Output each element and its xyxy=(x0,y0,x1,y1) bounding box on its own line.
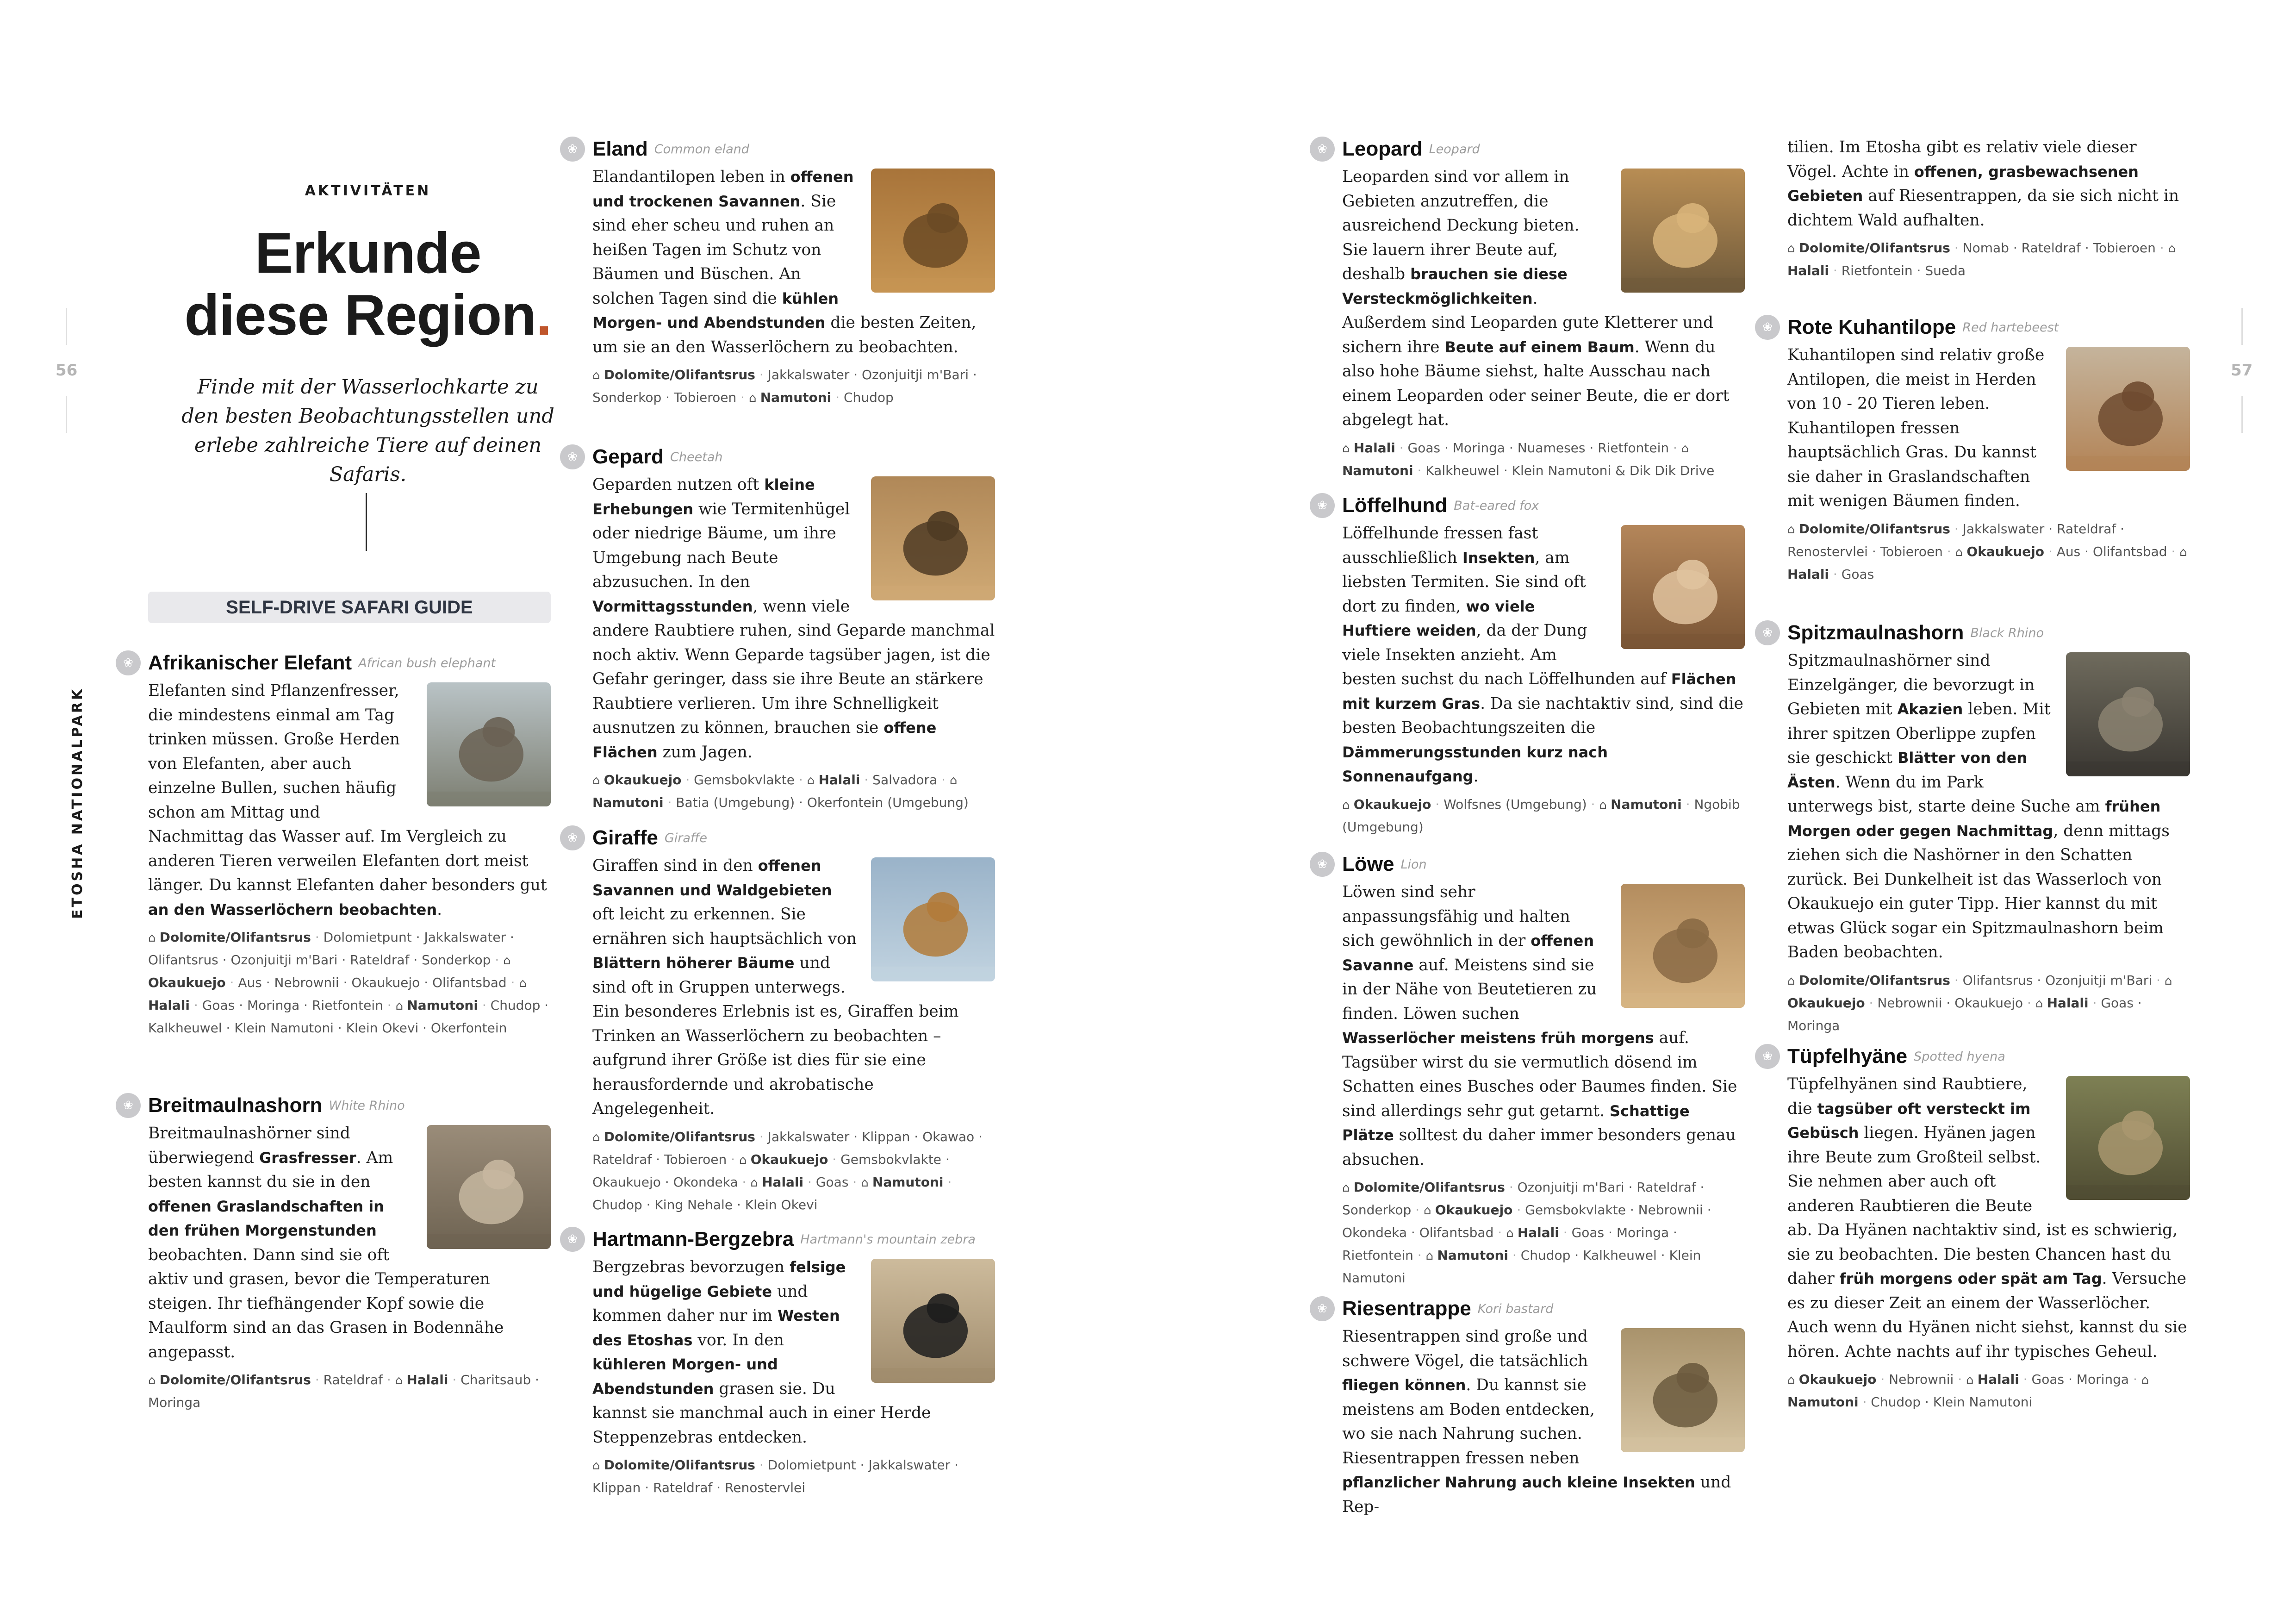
camp-icon: ⌂ xyxy=(748,391,760,405)
waterhole-names: Gemsbokvlakte · Okaukuejo · Okondeka xyxy=(592,1151,950,1190)
camp-icon: ⌂ xyxy=(519,976,527,990)
animal-entry-riesentrappe xyxy=(1317,1294,1745,1519)
entry-heading xyxy=(567,1224,995,1254)
waterhole-names: Aus · Nebrownii · Okaukuejo · Olifantsbad xyxy=(238,975,507,990)
animal-photo xyxy=(1621,525,1745,649)
camp-region: Dolomite/Olifantsrus xyxy=(159,930,311,945)
animal-name: Afrikanischer Elefant xyxy=(148,651,352,674)
camp-region: Halali xyxy=(2047,995,2089,1011)
camp-icon: ⌂ xyxy=(148,931,160,945)
waterhole-names: Goas · Moringa · Rietfontein xyxy=(202,998,383,1013)
waterhole-names: Ozonjuitji m'Bari · Rateldraf · Sonderkop xyxy=(1342,1180,1705,1218)
paw-icon: ❀ xyxy=(1755,1044,1780,1069)
animal-photo xyxy=(427,682,551,806)
animal-entry-spitzmaulnashorn xyxy=(1762,618,2190,1037)
camp-region: Namutoni xyxy=(760,390,832,405)
animal-photo xyxy=(2066,347,2190,471)
waterhole-names: Chudop · Klein Namutoni xyxy=(1871,1394,2033,1410)
camp-icon: ⌂ xyxy=(592,774,604,787)
animal-common-name: Lion xyxy=(1400,857,1427,872)
camp-icon: ⌂ xyxy=(1342,441,1354,456)
camp-icon: ⌂ xyxy=(592,369,604,382)
animal-name: Eland xyxy=(592,137,648,160)
animal-name: Löffelhund xyxy=(1342,494,1448,517)
animal-description: Geparden nutzen oft kleine Erhebungen wie Termitenhügel oder niedrige Bäume, um ihre Umgebung nach Beute abzusuchen. In den Vormittagsstunden, wenn viele andere Raubtiere ruhen, sind Geparde manchmal noch aktiv. Wenn Geparde tagsüber jagen, ist die Gefahr geringer, dass sie ihre Beute an stärkere Raubtiere verlieren. Um ihre Schnelligkeit ausnutzen zu können, brauchen sie offene Flächen zum Jagen. xyxy=(592,475,995,762)
entry-heading xyxy=(1317,1294,1745,1324)
camp-icon: ⌂ xyxy=(2179,545,2187,559)
animal-photo xyxy=(2066,1076,2190,1200)
paw-icon: ❀ xyxy=(560,825,585,850)
camp-region: Halali xyxy=(818,772,860,787)
camp-icon: ⌂ xyxy=(1424,1204,1435,1218)
page-number-right: 57 xyxy=(2231,361,2253,380)
camp-icon: ⌂ xyxy=(1787,974,1799,988)
waterhole-names: Gemsbokvlakte xyxy=(694,772,795,787)
waterhole-locations: ⌂ Okaukuejo · Gemsbokvlakte · ⌂ Halali · Salvadora · ⌂ Namutoni · Batia (Umgebung) · Okerfontein (Umgebung) xyxy=(592,772,969,810)
paw-icon: ❀ xyxy=(1310,493,1335,518)
animal-description: Riesentrappen sind große und schwere Vögel, die tatsächlich fliegen können. Du kannst sie meistens am Boden entdecken, wo sie nach Nahrung suchen. Riesentrappen fressen neben pflanzlicher Nahrung auch kleine Insekten und Rep- xyxy=(1342,1324,1745,1519)
left-margin-rule-bottom xyxy=(66,396,67,433)
waterhole-locations: ⌂ Dolomite/Olifantsrus · Jakkalswater · Rateldraf · Renostervlei · Tobieroen · ⌂ Okaukuejo · Aus · Olifantsbad · ⌂ Halali · Goas xyxy=(1787,521,2187,582)
camp-region: Halali xyxy=(1517,1225,1559,1240)
waterhole-locations: ⌂ Dolomite/Olifantsrus · Jakkalswater · Klippan · Okawao · Rateldraf · Tobieroen · ⌂ Okaukuejo · Gemsbokvlakte · Okaukuejo · Okondeka · ⌂ Halali · Goas · ⌂ Namutoni · Chudop · King Nehale · Klein Okevi xyxy=(592,1129,983,1212)
waterhole-names: Goas · Moringa · Nuameses · Rietfontein xyxy=(1407,440,1669,456)
waterhole-locations: ⌂ Dolomite/Olifantsrus · Dolomietpunt · Jakkalswater · Olifantsrus · Ozonjuitji m'Bari · Rateldraf · Sonderkop · ⌂ Okaukuejo · Aus · Nebrownii · Okaukuejo · Olifantsbad · ⌂ Halali · Goas · Moringa · Rietfontein · ⌂ Namutoni · Chudop · Kalkheuwel · Klein Namutoni · Klein Okevi · Okerfontein xyxy=(148,930,549,1036)
waterhole-locations: ⌂ Dolomite/Olifantsrus · Rateldraf · ⌂ Halali · Charitsaub · Moringa xyxy=(148,1372,539,1410)
section-kicker: AKTIVITÄTEN xyxy=(305,183,431,199)
camp-region: Dolomite/Olifantsrus xyxy=(1353,1180,1505,1195)
waterhole-names: Nebrownii xyxy=(1889,1372,1954,1387)
animal-photo xyxy=(1621,1328,1745,1452)
waterhole-names: Dolomietpunt · Jakkalswater · Klippan · Rateldraf · Renostervlei xyxy=(592,1457,958,1495)
animal-entry-leopard xyxy=(1317,134,1745,481)
waterhole-names: Aus · Olifantsbad xyxy=(2056,543,2167,559)
camp-icon: ⌂ xyxy=(2141,1373,2149,1387)
waterhole-locations: ⌂ Okaukuejo · Nebrownii · ⌂ Halali · Goas · Moringa · ⌂ Namutoni · Chudop · Klein Namutoni xyxy=(1787,1372,2149,1410)
animal-common-name: White Rhino xyxy=(329,1098,405,1113)
paw-icon: ❀ xyxy=(560,444,585,469)
animal-common-name: Cheetah xyxy=(670,450,723,464)
entry-heading xyxy=(567,823,995,853)
camp-region: Namutoni xyxy=(872,1174,944,1190)
animal-photo xyxy=(1621,169,1745,293)
animal-entry-giraffe xyxy=(567,823,995,1216)
animal-name: Gepard xyxy=(592,445,664,468)
animal-name: Löwe xyxy=(1342,853,1394,875)
camp-region: Namutoni xyxy=(1787,1394,1859,1410)
animal-description: Löwen sind sehr anpassungsfähig und halten sich gewöhnlich in der offenen Savanne auf. Meistens sind sie in der Nähe von Beutetieren zu finden. Löwen suchen Wasserlöcher meistens früh morgens auf. Tagsüber wirst du sie vermutlich dösend im Schatten eines Busches oder Baumes finden. Sie sind allerdings sehr gut getarnt. Schattige Plätze solltest du daher immer besonders genau absuchen. xyxy=(1342,880,1745,1172)
animal-common-name: Spotted hyena xyxy=(1914,1049,2005,1064)
camp-icon: ⌂ xyxy=(1599,798,1611,812)
camp-region: Dolomite/Olifantsrus xyxy=(604,1457,755,1473)
camp-icon: ⌂ xyxy=(861,1175,872,1190)
waterhole-names: Goas xyxy=(1841,566,1874,582)
animal-common-name: Red hartebeest xyxy=(1962,320,2059,335)
animal-entry-rote-kuhantilope xyxy=(1762,312,2190,585)
animal-photo xyxy=(871,476,995,600)
waterhole-names: Rateldraf xyxy=(323,1372,383,1387)
camp-icon: ⌂ xyxy=(1955,545,1967,559)
title-dot: . xyxy=(536,283,552,347)
animal-photo xyxy=(871,1259,995,1383)
camp-icon: ⌂ xyxy=(2035,996,2047,1011)
waterhole-names: Chudop · King Nehale · Klein Okevi xyxy=(592,1197,818,1212)
page-title xyxy=(139,222,597,346)
waterhole-names: Chudop · Kalkheuwel · Klein Namutoni xyxy=(1342,1248,1701,1286)
camp-icon: ⌂ xyxy=(592,1130,604,1144)
waterhole-names: Jakkalswater · Ozonjuitji m'Bari · Sonderkop · Tobieroen xyxy=(592,367,977,405)
title-line-2: diese Region. xyxy=(184,283,552,347)
animal-name: Riesentrappe xyxy=(1342,1297,1471,1320)
animal-common-name: Kori bastard xyxy=(1477,1301,1554,1316)
animal-description: tilien. Im Etosha gibt es relativ viele dieser Vögel. Achte in offenen, grasbewachsenen Gebieten auf Riesentrappen, da sie sich nicht in dichtem Wald aufhalten. xyxy=(1787,138,2179,230)
camp-region: Namutoni xyxy=(1342,462,1413,478)
camp-region: Okaukuejo xyxy=(1798,1372,1877,1387)
paw-icon: ❀ xyxy=(560,137,585,162)
camp-region: Okaukuejo xyxy=(148,975,226,990)
animal-entry-loewe xyxy=(1317,849,1745,1289)
waterhole-names: Goas · Moringa · Rietfontein xyxy=(1342,1225,1677,1263)
waterhole-names: Wolfsnes (Umgebung) xyxy=(1444,796,1587,812)
camp-icon: ⌂ xyxy=(592,1459,604,1473)
animal-name: Breitmaulnashorn xyxy=(148,1094,323,1117)
camp-region: Halali xyxy=(1787,566,1829,582)
animal-description: Löffelhunde fressen fast ausschließlich Insekten, am liebsten Termiten. Sie sind oft dort zu finden, wo viele Huftiere weiden, da der Dung viele Insekten anzieht. Am besten suchst du nach Löffelhunden auf Flächen mit kurzem Gras. Da sie nachtaktiv sind, sind die besten Beobachtungszeiten die Dämmerungsstunden kurz nach Sonnenaufgang. xyxy=(1342,521,1745,789)
camp-region: Halali xyxy=(148,998,190,1013)
camp-icon: ⌂ xyxy=(1425,1249,1437,1263)
page-number-left: 56 xyxy=(56,361,78,380)
waterhole-names: Dolomietpunt · Jakkalswater · Olifantsrus · Ozonjuitji m'Bari · Rateldraf · Sonderkop xyxy=(148,930,514,968)
animal-description: Kuhantilopen sind relativ große Antilopen, die meist in Herden von 10 - 20 Tieren leben. Kuhantilopen fressen hauptsächlich Gras. Du kannst sie daher in Graslandschaften mit wenigen Bäumen finden. xyxy=(1787,343,2190,513)
waterhole-names: Goas · Moringa xyxy=(2031,1372,2129,1387)
camp-region: Dolomite/Olifantsrus xyxy=(1798,521,1950,537)
waterhole-names: Jakkalswater · Rateldraf · Renostervlei · Tobieroen xyxy=(1787,521,2125,559)
waterhole-names: Batia (Umgebung) · Okerfontein (Umgebung) xyxy=(676,795,969,810)
camp-region: Halali xyxy=(406,1372,448,1387)
camp-icon: ⌂ xyxy=(395,999,407,1013)
camp-icon: ⌂ xyxy=(1787,242,1799,256)
camp-region: Namutoni xyxy=(1611,796,1682,812)
camp-icon: ⌂ xyxy=(739,1153,751,1167)
paw-icon: ❀ xyxy=(1310,852,1335,877)
divider-line xyxy=(366,493,367,551)
animal-entry-hartmann-bergzebra xyxy=(567,1224,995,1499)
waterhole-names: Charitsaub · Moringa xyxy=(148,1372,539,1410)
camp-icon: ⌂ xyxy=(148,1374,160,1387)
entry-heading xyxy=(123,648,551,678)
camp-icon: ⌂ xyxy=(2168,242,2176,256)
waterhole-names: Nomab · Rateldraf · Tobieroen xyxy=(1962,240,2156,256)
entry-heading xyxy=(1317,134,1745,164)
camp-region: Okaukuejo xyxy=(1435,1202,1513,1218)
side-section-label: ETOSHA NATIONALPARK xyxy=(69,687,86,919)
waterhole-locations: ⌂ Dolomite/Olifantsrus · Olifantsrus · Ozonjuitji m'Bari · ⌂ Okaukuejo · Nebrownii · Okaukuejo · ⌂ Halali · Goas · Moringa xyxy=(1787,972,2172,1033)
animal-common-name: Giraffe xyxy=(664,831,707,845)
entry-heading xyxy=(1762,312,2190,342)
animal-description: Tüpfelhyänen sind Raubtiere, die tagsüber oft versteckt im Gebüsch liegen. Hyänen jagen ihre Beute zum Großteil selbst. Sie nehmen aber auch oft anderen Raubtieren die Beute ab. Da Hyänen nachtaktiv sind, ist es schwierig, sie zu beobachten. Die besten Chancen hast du daher früh morgens oder spät am Tag. Versuche es zu dieser Zeit an einem der Wasserlöcher. Auch wenn du Hyänen nicht siehst, kannst du sie hören. Achte nachts auf ihr typisches Geheul. xyxy=(1787,1072,2190,1364)
animal-name: Hartmann-Bergzebra xyxy=(592,1228,794,1250)
animal-common-name: Black Rhino xyxy=(1970,625,2044,640)
animal-name: Rote Kuhantilope xyxy=(1787,316,1956,338)
waterhole-locations: ⌂ Dolomite/Olifantsrus · Nomab · Rateldraf · Tobieroen · ⌂ Halali · Rietfontein · Sueda xyxy=(1787,240,2176,278)
entry-heading xyxy=(567,134,995,164)
animal-entry-tuepfelhyaene xyxy=(1762,1042,2190,1413)
animal-photo xyxy=(2066,652,2190,776)
waterhole-names: Nebrownii · Okaukuejo xyxy=(1877,995,2023,1011)
animal-name: Leopard xyxy=(1342,137,1423,160)
camp-region: Namutoni xyxy=(1437,1248,1508,1263)
entry-heading xyxy=(123,1091,551,1120)
waterhole-names: Kalkheuwel · Klein Namutoni & Dik Dik Drive xyxy=(1425,462,1715,478)
waterhole-locations: ⌂ Dolomite/Olifantsrus · Dolomietpunt · Jakkalswater · Klippan · Rateldraf · Renostervlei xyxy=(592,1457,958,1495)
animal-common-name: Leopard xyxy=(1429,142,1480,156)
waterhole-names: Chudop · Kalkheuwel · Klein Namutoni · Klein Okevi · Okerfontein xyxy=(148,998,549,1036)
waterhole-names: Goas · Moringa xyxy=(1787,995,2142,1033)
waterhole-names: Ngobib (Umgebung) xyxy=(1342,796,1740,835)
animal-photo xyxy=(871,857,995,981)
animal-common-name: Hartmann's mountain zebra xyxy=(800,1232,976,1247)
riesentrappe-continued xyxy=(1787,134,2190,281)
waterhole-names: Rietfontein · Sueda xyxy=(1841,263,1966,278)
right-margin-rule-top xyxy=(2241,308,2243,345)
camp-region: Okaukuejo xyxy=(604,772,682,787)
animal-description: Elefanten sind Pflanzenfresser, die mindestens einmal am Tag trinken müssen. Große Herden von Elefanten, aber auch einzelne Bullen, suchen häufig schon am Mittag und Nachmittag das Wasser auf. Im Vergleich zu anderen Tieren verweilen Elefanten dort meist länger. Du kannst Elefanten daher besonders gut an den Wasserlöchern beobachten. xyxy=(148,679,551,922)
camp-region: Halali xyxy=(1787,263,1829,278)
entry-heading xyxy=(1762,1042,2190,1071)
camp-icon: ⌂ xyxy=(1966,1373,1978,1387)
waterhole-names: Gemsbokvlakte · Nebrownii · Okondeka · Olifantsbad xyxy=(1342,1202,1711,1240)
camp-icon: ⌂ xyxy=(395,1374,407,1387)
camp-region: Halali xyxy=(1977,1372,2019,1387)
animal-photo xyxy=(1621,884,1745,1008)
camp-icon: ⌂ xyxy=(807,774,819,787)
camp-icon: ⌂ xyxy=(1787,1373,1799,1387)
paw-icon: ❀ xyxy=(116,650,141,675)
paw-icon: ❀ xyxy=(1755,315,1780,340)
camp-region: Okaukuejo xyxy=(1353,796,1431,812)
camp-icon: ⌂ xyxy=(1681,441,1689,456)
paw-icon: ❀ xyxy=(560,1227,585,1252)
animal-entry-eland xyxy=(567,134,995,409)
animal-description: Bergzebras bevorzugen felsige und hügelige Gebiete und kommen daher nur im Westen des Etoshas vor. In den kühleren Morgen- und Abendstunden grasen sie. Du kannst sie manchmal auch in einer Herde Steppenzebras entdecken. xyxy=(592,1255,995,1449)
camp-region: Dolomite/Olifantsrus xyxy=(159,1372,311,1387)
camp-region: Dolomite/Olifantsrus xyxy=(1798,972,1950,988)
camp-region: Dolomite/Olifantsrus xyxy=(604,367,755,382)
paw-icon: ❀ xyxy=(116,1093,141,1118)
animal-description: Breitmaulnashörner sind überwiegend Grasfresser. Am besten kannst du sie in den offenen Graslandschaften in den frühen Morgenstunden beobachten. Dann sind sie oft aktiv und grasen, bevor die Temperaturen steigen. Ihr tiefhängender Kopf sowie die Maulform sind an das Grasen in Bodennähe angepasst. xyxy=(148,1121,551,1364)
animal-name: Tüpfelhyäne xyxy=(1787,1045,1908,1068)
camp-region: Namutoni xyxy=(592,795,664,810)
safari-guide-bar: SELF-DRIVE SAFARI GUIDE xyxy=(148,592,551,623)
animal-description: Spitzmaulnashörner sind Einzelgänger, die bevorzugt in Gebieten mit Akazien leben. Mit ihrer spitzen Oberlippe zupfen sie geschickt Blätter von den Ästen. Wenn du im Park unterwegs bist, starte deine Suche am frühen Morgen oder gegen Nachmittag, denn mittags ziehen sich die Nashörner in den Schatten zurück. Bei Dunkelheit ist das Wasserloch von Okaukuejo ein guter Tipp. Hier kannst du mit etwas Glück sogar ein Spitzmaulnashorn beim Baden beobachten. xyxy=(1787,649,2190,965)
camp-icon: ⌂ xyxy=(1342,798,1354,812)
animal-common-name: African bush elephant xyxy=(358,656,496,670)
animal-name: Spitzmaulnashorn xyxy=(1787,621,1964,644)
animal-common-name: Bat-eared fox xyxy=(1454,498,1539,513)
animal-description: Leoparden sind vor allem in Gebieten anzutreffen, die ausreichend Deckung bieten. Sie lauern ihrer Beute auf, deshalb brauchen sie diese Versteckmöglichkeiten. Außerdem sind Leoparden gute Kletterer und sichern ihre Beute auf einem Baum. Wenn du also hohe Bäume siehst, halte Ausschau nach einem Leoparden oder seiner Beute, die er dort abgelegt hat. xyxy=(1342,165,1745,432)
paw-icon: ❀ xyxy=(1310,1296,1335,1321)
animal-photo xyxy=(427,1125,551,1249)
animal-common-name: Common eland xyxy=(654,142,749,156)
waterhole-locations: ⌂ Dolomite/Olifantsrus · Jakkalswater · Ozonjuitji m'Bari · Sonderkop · Tobieroen · ⌂ Namutoni · Chudop xyxy=(592,367,977,405)
camp-region: Halali xyxy=(762,1174,804,1190)
waterhole-names: Olifantsrus · Ozonjuitji m'Bari xyxy=(1962,972,2153,988)
animal-name: Giraffe xyxy=(592,826,658,849)
camp-region: Okaukuejo xyxy=(750,1151,828,1167)
camp-region: Halali xyxy=(1353,440,1395,456)
intro-lede: Finde mit der Wasserlochkarte zu den besten Beobachtungsstellen und erlebe zahlreiche Tiere auf deinen Safaris. xyxy=(181,375,554,486)
waterhole-locations: ⌂ Dolomite/Olifantsrus · Ozonjuitji m'Bari · Rateldraf · Sonderkop · ⌂ Okaukuejo · Gemsbokvlakte · Nebrownii · Okondeka · Olifantsbad · ⌂ Halali · Goas · Moringa · Rietfontein · ⌂ Namutoni · Chudop · Kalkheuwel · Klein Namutoni xyxy=(1342,1180,1711,1286)
waterhole-locations: ⌂ Halali · Goas · Moringa · Nuameses · Rietfontein · ⌂ Namutoni · Kalkheuwel · Klein Namutoni & Dik Dik Drive xyxy=(1342,440,1715,478)
animal-description: Elandantilopen leben in offenen und trockenen Savannen. Sie sind eher scheu und ruhen an heißen Tagen im Schutz von Bäumen und Büschen. An solchen Tagen sind die kühlen Morgen- und Abendstunden die besten Zeiten, um sie an den Wasserlöchern zu beobachten. xyxy=(592,165,995,359)
waterhole-names: Chudop xyxy=(844,390,894,405)
waterhole-names: Salvadora xyxy=(872,772,938,787)
paw-icon: ❀ xyxy=(1310,137,1335,162)
camp-icon: ⌂ xyxy=(949,774,958,787)
animal-photo xyxy=(871,169,995,293)
entry-heading xyxy=(1317,491,1745,520)
camp-icon: ⌂ xyxy=(1506,1226,1518,1240)
animal-description: Giraffen sind in den offenen Savannen und Waldgebieten oft leicht zu erkennen. Sie ernähren sich hauptsächlich von Blättern höherer Bäume und sind oft in Gruppen unterwegs. Ein besonderes Erlebnis ist es, Giraffen beim Trinken an Wasserlöchern zu beobachten – aufgrund ihrer Größe ist dies für sie eine herausfordernde und akrobatische Angelegenheit. xyxy=(592,854,995,1121)
entry-heading xyxy=(1762,618,2190,648)
camp-icon: ⌂ xyxy=(750,1175,762,1190)
entry-heading xyxy=(1317,849,1745,879)
camp-region: Dolomite/Olifantsrus xyxy=(604,1129,755,1144)
title-line-1: Erkunde xyxy=(255,221,481,285)
camp-region: Okaukuejo xyxy=(1966,543,2045,559)
camp-region: Okaukuejo xyxy=(1787,995,1865,1011)
waterhole-locations: ⌂ Okaukuejo · Wolfsnes (Umgebung) · ⌂ Namutoni · Ngobib (Umgebung) xyxy=(1342,796,1740,835)
right-margin-rule-bottom xyxy=(2241,396,2243,433)
camp-region: Namutoni xyxy=(407,998,478,1013)
camp-icon: ⌂ xyxy=(1787,522,1799,537)
camp-icon: ⌂ xyxy=(503,954,511,968)
animal-entry-gepard xyxy=(567,442,995,813)
camp-region: Dolomite/Olifantsrus xyxy=(1798,240,1950,256)
left-margin-rule-top xyxy=(66,308,67,345)
camp-icon: ⌂ xyxy=(2164,974,2172,988)
animal-entry-breitmaulnashorn xyxy=(123,1091,551,1413)
camp-icon: ⌂ xyxy=(1342,1181,1354,1195)
paw-icon: ❀ xyxy=(1755,620,1780,645)
waterhole-names: Goas xyxy=(815,1174,849,1190)
animal-entry-elefant xyxy=(123,648,551,1039)
waterhole-names: Jakkalswater · Klippan · Okawao · Rateldraf · Tobieroen xyxy=(592,1129,983,1167)
animal-entry-loeffelhund xyxy=(1317,491,1745,838)
entry-heading xyxy=(567,442,995,472)
